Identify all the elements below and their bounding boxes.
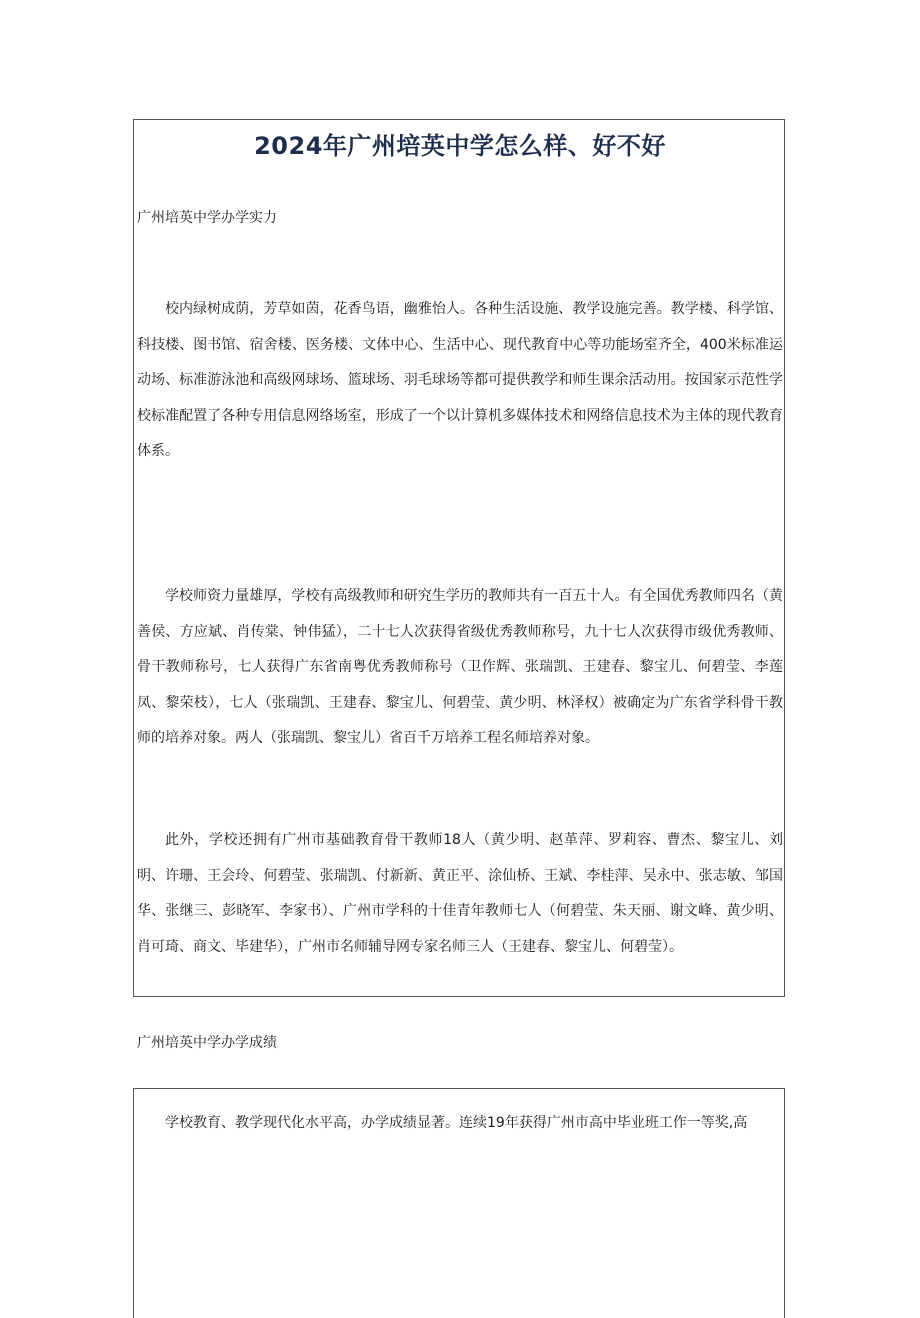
page-title: 2024年广州培英中学怎么样、好不好 <box>254 132 666 160</box>
paragraph-backbone-teachers: 此外，学校还拥有广州市基础教育骨干教师18人（黄少明、赵革萍、罗莉容、曹杰、黎宝儿、刘明、许珊、王会玲、何碧莹、张瑞凯、付新新、黄正平、涂仙桥、王斌、李桂萍、吴永中、张志敏、邹国华、张继三、彭晓军、李家书）、广州市学科的十佳青年教师七人（何碧莹、朱天丽、谢文峰、黄少明、肖可琦、商文、毕建华），广州市名师辅导网专家名师三人（王建春、黎宝儿、何碧莹）。 <box>137 832 783 955</box>
section-heading-achievements: 广州培英中学办学成绩 <box>137 1035 277 1051</box>
paragraph-achievements: 学校教育、教学现代化水平高，办学成绩显著。连续19年获得广州市高中毕业班工作一等奖,高 <box>165 1115 748 1131</box>
paragraph-teachers: 学校师资力量雄厚，学校有高级教师和研究生学历的教师共有一百五十人。有全国优秀教师四名（黄善侯、方应斌、肖传棠、钟伟猛），二十七人次获得省级优秀教师称号，九十七人次获得市级优秀教师、骨干教师称号，七人获得广东省南粤优秀教师称号（卫作辉、张瑞凯、王建春、黎宝儿、何碧莹、李莲凤、黎荣枝），七人（张瑞凯、王建春、黎宝儿、何碧莹、黄少明、林泽权）被确定为广东省学科骨干教师的培养对象。两人（张瑞凯、黎宝儿）省百千万培养工程名师培养对象。 <box>137 588 783 746</box>
section-heading-strength: 广州培英中学办学实力 <box>137 210 277 226</box>
paragraph-facilities: 校内绿树成荫，芳草如茵，花香鸟语，幽雅怡人。各种生活设施、教学设施完善。教学楼、科学馆、科技楼、图书馆、宿舍楼、医务楼、文体中心、生活中心、现代教育中心等功能场室齐全，400米标准运动场、标准游泳池和高级网球场、篮球场、羽毛球场等都可提供教学和师生课余活动用。按国家示范性学校标准配置了各种专用信息网络场室，形成了一个以计算机多媒体技术和网络信息技术为主体的现代教育体系。 <box>137 301 783 459</box>
